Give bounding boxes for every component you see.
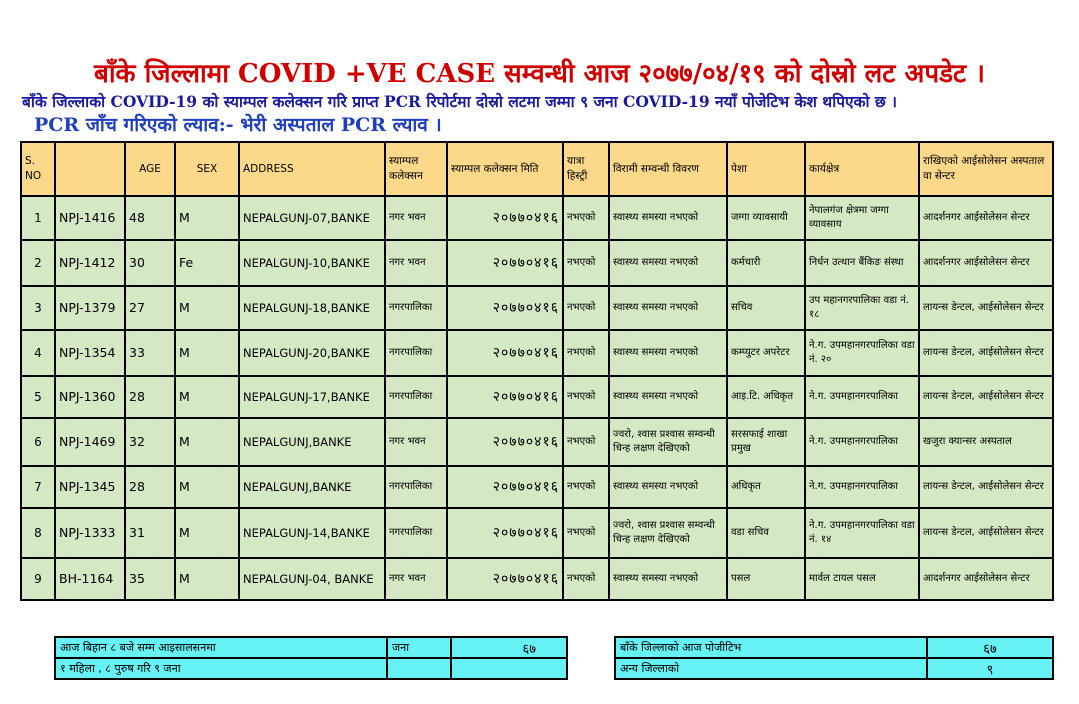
cell-travel-history: नभएको <box>563 418 609 466</box>
cell-collection-date: २०७७०४१६ <box>447 508 563 558</box>
cell-occupation: सरसफाई शाखा प्रमुख <box>727 418 805 466</box>
table-body <box>21 196 1053 600</box>
cell-code: NPJ-1412 <box>55 240 125 286</box>
summary-left-row <box>55 637 567 658</box>
isolation-count-value: ६७ <box>451 637 567 658</box>
header-travel-history: यात्रा हिस्ट्री <box>563 142 609 196</box>
header-collection-date: स्याम्पल कलेक्सन मिति <box>447 142 563 196</box>
cell-sno: 7 <box>21 466 55 508</box>
cell-patient-details: स्वास्थ्य समस्या नभएको <box>609 240 727 286</box>
gender-breakdown-label: १ महिला , ८ पुरुष गरि ९ जना <box>55 658 387 679</box>
summary-right <box>614 636 1054 680</box>
cell-code: BH-1164 <box>55 558 125 600</box>
banke-positive-label: बाँके जिल्लाको आज पोजीटिभ <box>615 637 927 658</box>
cell-address: NEPALGUNJ-10,BANKE <box>239 240 385 286</box>
cell-sno: 5 <box>21 376 55 418</box>
cell-travel-history: नभएको <box>563 508 609 558</box>
cell-address: NEPALGUNJ-07,BANKE <box>239 196 385 240</box>
lab-line: PCR जाँच गरिएको ल्याव:- भेरी अस्पताल PCR ल्याव । <box>34 114 442 136</box>
header-sno: S. NO <box>21 142 55 196</box>
header-sample-collection: स्याम्पल कलेक्सन <box>385 142 447 196</box>
page-title: बाँके जिल्लामा COVID +VE CASE सम्वन्धी आज २०७७/०४/१९ को दोस्रो लट अपडेट । <box>93 59 986 89</box>
cell-sample-collection: नगरपालिका <box>385 508 447 558</box>
isolation-count-unit: जना <box>387 637 451 658</box>
cell-sno: 4 <box>21 330 55 376</box>
cell-isolation: लायन्स डेन्टल, आईसोलेसन सेन्टर <box>919 286 1053 330</box>
banke-positive-value: ६७ <box>927 637 1053 658</box>
cell-address: NEPALGUNJ-20,BANKE <box>239 330 385 376</box>
cell-address: NEPALGUNJ-14,BANKE <box>239 508 385 558</box>
cell-code: NPJ-1345 <box>55 466 125 508</box>
cell-sample-collection: नगर भवन <box>385 240 447 286</box>
cell-workplace: मार्वल टायल पसल <box>805 558 919 600</box>
cell-patient-details: स्वास्थ्य समस्या नभएको <box>609 196 727 240</box>
table-row <box>21 418 1053 466</box>
cell-workplace: ने.ग. उपमहानगरपालिका <box>805 466 919 508</box>
cell-travel-history: नभएको <box>563 466 609 508</box>
cell-collection-date: २०७७०४१६ <box>447 376 563 418</box>
isolation-count-label: आज बिहान ८ बजे सम्म आइसालसनमा <box>55 637 387 658</box>
cell-occupation: कम्प्युटर अपरेटर <box>727 330 805 376</box>
cell-age: 31 <box>125 508 175 558</box>
cell-patient-details: ज्वरो, श्वास प्रश्वास सम्वन्धी चिन्ह लक्षण देखिएको <box>609 508 727 558</box>
header-patient-details: विरामी सम्वन्धी विवरण <box>609 142 727 196</box>
cell-sex: M <box>175 558 239 600</box>
header-occupation: पेशा <box>727 142 805 196</box>
cell-address: NEPALGUNJ-17,BANKE <box>239 376 385 418</box>
cell-address: NEPALGUNJ,BANKE <box>239 466 385 508</box>
cell-isolation: आदर्शनगर आईसोलेसन सेन्टर <box>919 558 1053 600</box>
summary-right-row <box>615 658 1053 679</box>
other-district-label: अन्य जिल्लाको <box>615 658 927 679</box>
header-sex: SEX <box>175 142 239 196</box>
cell-patient-details: ज्वरो, श्वास प्रश्वास सम्वन्धी चिन्ह लक्षण देखिएको <box>609 418 727 466</box>
cell-age: 48 <box>125 196 175 240</box>
cell-travel-history: नभएको <box>563 558 609 600</box>
cell-address: NEPALGUNJ-04, BANKE <box>239 558 385 600</box>
header-isolation: राखिएको आईसोलेसन अस्पताल वा सेन्टर <box>919 142 1053 196</box>
header-address: ADDRESS <box>239 142 385 196</box>
table-row <box>21 376 1053 418</box>
table-row <box>21 286 1053 330</box>
header-workplace: कार्यक्षेत्र <box>805 142 919 196</box>
cell-sno: 2 <box>21 240 55 286</box>
cell-sample-collection: नगर भवन <box>385 196 447 240</box>
cell-code: NPJ-1469 <box>55 418 125 466</box>
cell-sample-collection: नगरपालिका <box>385 376 447 418</box>
cell-collection-date: २०७७०४१६ <box>447 196 563 240</box>
cell-code: NPJ-1360 <box>55 376 125 418</box>
cell-isolation: आदर्शनगर आईसोलेसन सेन्टर <box>919 196 1053 240</box>
cell-sex: Fe <box>175 240 239 286</box>
cell-sex: M <box>175 286 239 330</box>
cell-travel-history: नभएको <box>563 330 609 376</box>
table-row <box>21 558 1053 600</box>
cell-occupation: अधिकृत <box>727 466 805 508</box>
cell-travel-history: नभएको <box>563 286 609 330</box>
table-row <box>21 508 1053 558</box>
cell-code: NPJ-1354 <box>55 330 125 376</box>
empty-cell <box>387 658 451 679</box>
cell-sex: M <box>175 508 239 558</box>
cell-workplace: नेपालगंज क्षेत्रमा जग्गा व्यावसाय <box>805 196 919 240</box>
cell-sno: 8 <box>21 508 55 558</box>
cell-occupation: कर्मचारी <box>727 240 805 286</box>
cell-travel-history: नभएको <box>563 196 609 240</box>
cell-workplace: ने.ग. उपमहानगरपालिका <box>805 376 919 418</box>
cell-occupation: सचिव <box>727 286 805 330</box>
cell-isolation: लायन्स डेन्टल, आईसोलेसन सेन्टर <box>919 508 1053 558</box>
summary-right-row <box>615 637 1053 658</box>
cases-table <box>20 141 1054 601</box>
header-code <box>55 142 125 196</box>
page-subtitle: बाँके जिल्लाको COVID-19 को स्याम्पल कलेक्सन गरि प्राप्त PCR रिपोर्टमा दोस्रो लटमा जम्मा ९ जना COVID-19 नयाँ पोजेटिभ केश थपिएको छ । <box>22 92 898 111</box>
cell-age: 30 <box>125 240 175 286</box>
cell-sample-collection: नगर भवन <box>385 418 447 466</box>
cell-collection-date: २०७७०४१६ <box>447 330 563 376</box>
table-row <box>21 330 1053 376</box>
header-age: AGE <box>125 142 175 196</box>
cell-sno: 3 <box>21 286 55 330</box>
cell-collection-date: २०७७०४१६ <box>447 418 563 466</box>
cell-workplace: उप महानगरपालिका वडा नं. १८ <box>805 286 919 330</box>
cell-collection-date: २०७७०४१६ <box>447 286 563 330</box>
cell-patient-details: स्वास्थ्य समस्या नभएको <box>609 376 727 418</box>
cell-workplace: ने.ग. उपमहानगरपालिका वडा नं. १४ <box>805 508 919 558</box>
cell-occupation: आइ.टि. अधिकृत <box>727 376 805 418</box>
cell-isolation: आदर्शनगर आईसोलेसन सेन्टर <box>919 240 1053 286</box>
summary-left-row <box>55 658 567 679</box>
cell-sample-collection: नगरपालिका <box>385 466 447 508</box>
cell-sno: 6 <box>21 418 55 466</box>
cell-sno: 1 <box>21 196 55 240</box>
other-district-value: ९ <box>927 658 1053 679</box>
cell-workplace: ने.ग. उपमहानगरपालिका वडा नं. २० <box>805 330 919 376</box>
cell-code: NPJ-1379 <box>55 286 125 330</box>
cell-occupation: पसल <box>727 558 805 600</box>
cell-age: 28 <box>125 466 175 508</box>
cell-code: NPJ-1416 <box>55 196 125 240</box>
cell-sex: M <box>175 418 239 466</box>
cell-sex: M <box>175 376 239 418</box>
summary-left <box>54 636 568 680</box>
empty-cell <box>451 658 567 679</box>
cell-sample-collection: नगरपालिका <box>385 286 447 330</box>
cell-collection-date: २०७७०४१६ <box>447 240 563 286</box>
cell-workplace: निर्धन उत्थान बैंकिङ संस्था <box>805 240 919 286</box>
table-row <box>21 240 1053 286</box>
cell-sex: M <box>175 466 239 508</box>
cell-sample-collection: नगरपालिका <box>385 330 447 376</box>
cell-age: 27 <box>125 286 175 330</box>
cell-travel-history: नभएको <box>563 376 609 418</box>
cell-travel-history: नभएको <box>563 240 609 286</box>
cell-age: 35 <box>125 558 175 600</box>
cell-isolation: लायन्स डेन्टल, आईसोलेसन सेन्टर <box>919 376 1053 418</box>
cell-address: NEPALGUNJ,BANKE <box>239 418 385 466</box>
cell-code: NPJ-1333 <box>55 508 125 558</box>
cell-collection-date: २०७७०४१६ <box>447 466 563 508</box>
cell-age: 32 <box>125 418 175 466</box>
cell-sno: 9 <box>21 558 55 600</box>
cell-patient-details: स्वास्थ्य समस्या नभएको <box>609 330 727 376</box>
cell-occupation: वडा सचिव <box>727 508 805 558</box>
cell-occupation: जग्गा व्यावसायी <box>727 196 805 240</box>
cell-collection-date: २०७७०४१६ <box>447 558 563 600</box>
cell-patient-details: स्वास्थ्य समस्या नभएको <box>609 466 727 508</box>
cell-address: NEPALGUNJ-18,BANKE <box>239 286 385 330</box>
cell-workplace: ने.ग. उपमहानगरपालिका <box>805 418 919 466</box>
cell-sample-collection: नगर भवन <box>385 558 447 600</box>
cell-age: 33 <box>125 330 175 376</box>
cell-sex: M <box>175 196 239 240</box>
cell-sex: M <box>175 330 239 376</box>
cell-isolation: लायन्स डेन्टल, आईसोलेसन सेन्टर <box>919 330 1053 376</box>
cell-isolation: खजुरा क्यान्सर अस्पताल <box>919 418 1053 466</box>
cell-age: 28 <box>125 376 175 418</box>
cell-isolation: लायन्स डेन्टल, आईसोलेसन सेन्टर <box>919 466 1053 508</box>
cell-patient-details: स्वास्थ्य समस्या नभएको <box>609 286 727 330</box>
cell-patient-details: स्वास्थ्य समस्या नभएको <box>609 558 727 600</box>
table-row <box>21 196 1053 240</box>
table-row <box>21 466 1053 508</box>
table-header-row <box>21 142 1053 196</box>
